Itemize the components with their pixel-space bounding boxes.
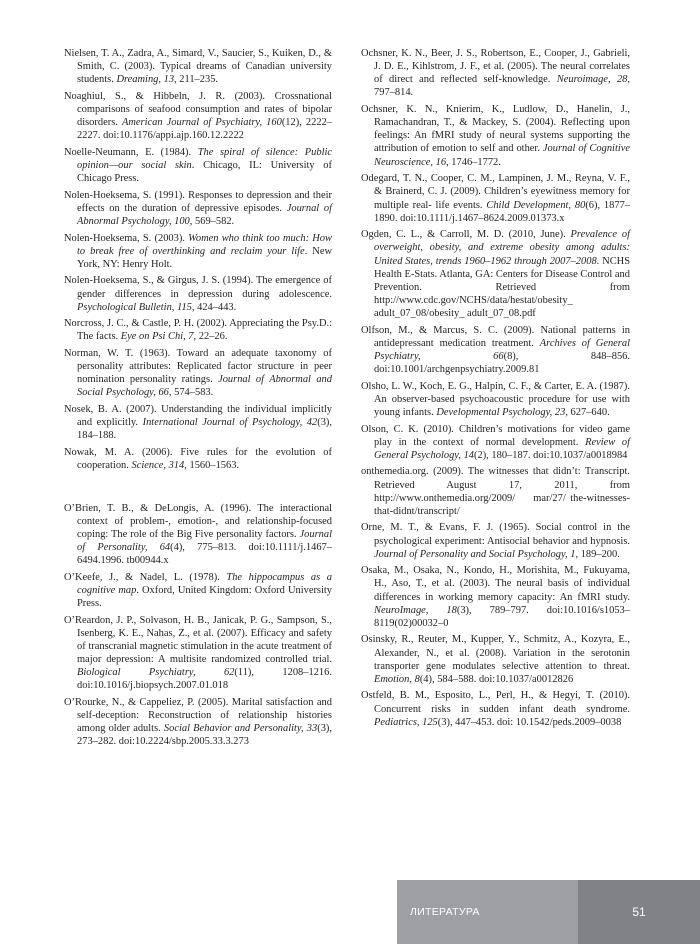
reference-text: (11), 1208–1216. doi:10.1016/j.biopsych.2007.01.018 <box>77 667 332 692</box>
reference-source-italic: Archives of General Psychiatry, 66 <box>374 337 630 362</box>
reference-text: , 22–26. <box>193 331 228 343</box>
reference-text: Osaka, M., Osaka, N., Kondo, H., Morishita, M., Fukuyama, H., Aso, T., et al. (2003). The neural basis of individual differences in working memory capacity: An fMRI study. <box>361 565 633 603</box>
reference-text: (3), 789–797. doi:10.1016/s1053–8119(02)00032–0 <box>374 604 630 629</box>
reference-text: Norman, W. T. (1963). Toward an adequate taxonomy of personality attributes: Replicated factor structure in peer nomination personality ratings. <box>64 348 335 386</box>
reference-text: Olsho, L. W., Koch, E. G., Halpin, C. F., & Carter, E. A. (1987). An observer-based psychoacoustic procedure for use with young infants. <box>361 380 633 419</box>
reference-source-italic: Pediatrics, 125 <box>374 716 438 728</box>
reference-source-italic: Journal of Abnormal and Social Psychology, 66 <box>77 374 332 399</box>
reference-source-italic: The spiral of silence: Public opinion—our social skin <box>77 146 332 172</box>
reference-entry <box>64 403 335 442</box>
reference-source-italic: International Journal of Psychology, 42 <box>142 417 318 429</box>
reference-text: , 189–200. <box>575 548 620 560</box>
reference-entry <box>361 521 633 560</box>
reference-source-italic: Review of General Psychology, 14 <box>374 436 630 461</box>
reference-text: (4), 775–813. doi:10.1111/j.1467–6494.1996. tb00944.x <box>77 542 332 567</box>
reference-text: , 797–814. <box>374 74 630 99</box>
reference-text: (6), 1877–1890. doi:10.1111/j.1467–8624.2009.01373.x <box>374 199 631 224</box>
reference-entry <box>64 696 335 749</box>
reference-text: Nolen-Hoeksema, S., & Girgus, J. S. (1994). The emergence of gender differences in depression during adolescence. <box>64 275 335 300</box>
reference-source-italic: Journal of Personality, 64 <box>77 528 332 554</box>
reference-source-italic: Neuroimage, 28 <box>556 74 628 86</box>
reference-text: (12), 2222–2227. doi:10.1176/appi.ajp.160.12.2222 <box>77 117 332 142</box>
reference-entry <box>64 146 332 185</box>
reference-entry <box>361 380 633 419</box>
reference-source-italic: Child Development, 80 <box>486 199 586 211</box>
reference-entry <box>64 90 335 143</box>
reference-source-italic: Journal of Cognitive Neuroscience, 16 <box>374 143 631 168</box>
reference-entry <box>64 347 335 400</box>
reference-entry <box>64 502 335 568</box>
reference-source-italic: Psychological Bulletin, 115 <box>77 301 192 313</box>
reference-entry <box>361 324 633 377</box>
reference-text: (8), 848–856. doi:10.1001/archgenpsychiatry.2009.81 <box>374 351 630 376</box>
reference-text: (4), 584–588. doi:10.1037/a0012826 <box>419 673 574 685</box>
reference-text: Osinsky, R., Reuter, M., Kupper, Y., Schmitz, A., Kozyra, E., Alexander, N., et al. (2008). Variation in the serotonin transporter gene modulates selective attention to threat. <box>361 634 633 672</box>
reference-source-italic: Social Behavior and Personality, 33 <box>163 723 318 735</box>
reference-text: , 1560–1563. <box>184 460 240 472</box>
reference-source-italic: Journal of Abnormal Psychology, 100 <box>77 202 332 228</box>
reference-entry <box>361 172 633 225</box>
section-label: ЛИТЕРАТУРА <box>410 906 480 918</box>
reference-entry <box>361 103 633 169</box>
reference-text: O’Brien, T. B., & DeLongis, A. (1996). The interactional context of problem-, emotion-, and relationship-focused coping: The role of the Big Five personality factors. <box>64 502 335 540</box>
reference-source-italic: Prevalence of overweight, obesity, and extreme obesity among adults: United States, trends 1960–1962 through 2007–2008 <box>374 229 631 267</box>
reference-entry <box>361 228 630 320</box>
reference-text: Odegard, T. N., Cooper, C. M., Lampinen, J. M., Reyna, V. F., & Brainerd, C. J. (2009). Children’s eyewitness memory for multiple real- life events. <box>361 173 633 211</box>
reference-text: Nosek, B. A. (2007). Understanding the individual implicitly and explicitly. <box>64 404 335 429</box>
reference-text: Orne, M. T., & Evans, F. J. (1965). Social control in the psychological experiment: Antisocial behavior and hypnosis. <box>361 522 633 547</box>
reference-source-italic: Biological Psychiatry, 62 <box>77 667 235 679</box>
reference-text: . New York, NY: Henry Holt. <box>77 245 332 270</box>
reference-entry <box>64 189 335 228</box>
reference-source-italic: Journal of Personality and Social Psychology, 1 <box>374 548 576 560</box>
page-number: 51 <box>578 880 700 944</box>
references-column-left <box>64 47 335 752</box>
reference-entry <box>64 571 332 610</box>
reference-text: O’Keefe, J., & Nadel, L. (1978). <box>64 571 227 583</box>
reference-text: Nielsen, T. A., Zadra, A., Simard, V., Saucier, S., Kuiken, D., & Smith, C. (2003). Typical dreams of Canadian university students. <box>64 48 335 86</box>
reference-text: (3), 447–453. doi: 10.1542/peds.2009–0038 <box>437 716 622 728</box>
reference-text: , 424–443. <box>191 301 237 313</box>
reference-text: Ochsner, K. N., Beer, J. S., Robertson, E., Cooper, J., Gabrieli, J. D. E., Kihlstrom, J. F., et al. (2005). The neural correlates of direct and reflected self-knowledge. <box>361 48 633 86</box>
reference-entry <box>64 232 332 271</box>
reference-text: , 569–582. <box>189 216 235 228</box>
reference-entry <box>64 47 335 86</box>
reference-text: Noelle-Neumann, E. (1984). <box>64 146 198 158</box>
reference-text: Olfson, M., & Marcus, S. C. (2009). National patterns in antidepressant medication treatment. <box>361 324 633 349</box>
reference-text: Ogden, C. L., & Carroll, M. D. (2010, June). <box>361 229 571 241</box>
reference-text: (2), 180–187. doi:10.1037/a0018984 <box>474 449 628 461</box>
reference-source-italic: Eye on Psi Chi, 7 <box>120 331 194 343</box>
reference-entry <box>361 465 633 518</box>
reference-text: Nolen-Hoeksema, S. (2003). <box>64 232 189 244</box>
reference-entry <box>64 317 335 343</box>
reference-text: . Chicago, IL: University of Chicago Press. <box>77 160 333 185</box>
reference-source-italic: Women who think too much: How to break free of overthinking and reclaim your life <box>77 232 332 257</box>
reference-entry <box>64 446 335 472</box>
reference-text: Ochsner, K. N., Knierim, K., Ludlow, D., Hanelin, J., Ramachandran, T., & Mackey, S. (2004). Reflecting upon feelings: An fMRI study of neural systems supporting the attribution of emotion to self and other. <box>361 104 633 155</box>
reference-source-italic: American Journal of Psychiatry, 160 <box>121 117 282 129</box>
reference-source-italic: The hippocampus as a cognitive map <box>77 571 332 596</box>
reference-source-italic: Emotion, 8 <box>374 673 420 685</box>
reference-text: Ostfeld, B. M., Esposito, L., Perl, H., & Hegyi, T. (2010). Concurrent risks in sudden infant death syndrome. <box>361 690 633 715</box>
reference-entry <box>64 614 335 693</box>
reference-text: Norcross, J. C., & Castle, P. H. (2002). Appreciating the Psy.D.: The facts. <box>64 318 335 343</box>
reference-text: , 1746–1772. <box>446 156 501 168</box>
reference-text: , 627–640. <box>565 407 610 419</box>
reference-entry <box>64 274 335 313</box>
reference-text: (3), 273–282. doi:10.2224/sbp.2005.33.3.273 <box>77 723 332 748</box>
reference-source-italic: Dreaming, 13 <box>116 74 175 86</box>
reference-text: O’Rourke, N., & Cappeliez, P. (2005). Marital satisfaction and self-deception: Reconstruction of relationship histories among older adults. <box>64 696 335 735</box>
reference-text: . Oxford, United Kingdom: Oxford University Press. <box>77 584 333 610</box>
reference-text: . NCHS Health E-Stats. Atlanta, GA: Centers for Disease Control and Prevention. Retrieved from http://www.cdc.gov/NCHS/data/hestat/obesity_ adult_07_08/obesity_ adult_07_08.pdf <box>374 255 631 320</box>
reference-text: Nolen-Hoeksema, S. (1991). Responses to depression and their effects on the duration of depressive episodes. <box>64 189 335 214</box>
reference-source-italic: NeuroImage, 18 <box>374 604 457 616</box>
page-footer <box>397 880 700 944</box>
reference-text: O’Reardon, J. P., Solvason, H. B., Janicak, P. G., Sampson, S., Isenberg, K. E., Nahas, Z., et al. (2007). Efficacy and safety of transcranial magnetic stimulation in the acute treatment of major depression: A multisite randomized controlled trial. <box>64 614 335 666</box>
reference-text: Olson, C. K. (2010). Children’s motivations for video game play in the context of normal development. <box>361 423 633 448</box>
reference-text: onthemedia.org. (2009). The witnesses that didn’t: Transcript. Retrieved August 17, 2011, from http://www.onthemedia.org/2009/ mar/27/ the-witnesses-that-didnt/transcript/ <box>361 466 633 517</box>
reference-text: , 574–583. <box>168 387 214 399</box>
reference-text: Noaghiul, S., & Hibbeln, J. R. (2003). Crossnational comparisons of seafood consumption and rates of bipolar disorders. <box>64 90 335 129</box>
reference-text: , 211–235. <box>174 74 219 86</box>
reference-text: Nowak, M. A. (2006). Five rules for the evolution of cooperation. <box>64 446 335 472</box>
reference-entry <box>361 564 633 630</box>
reference-entry <box>361 689 633 728</box>
reference-entry <box>361 633 633 686</box>
references-column-right <box>361 47 633 732</box>
reference-source-italic: Developmental Psychology, 23 <box>436 407 566 419</box>
reference-entry <box>361 423 633 462</box>
letter-group-gap <box>64 476 332 502</box>
reference-text: (3), 184–188. <box>77 417 332 442</box>
reference-source-italic: Science, 314 <box>131 460 185 472</box>
reference-entry <box>361 47 633 100</box>
